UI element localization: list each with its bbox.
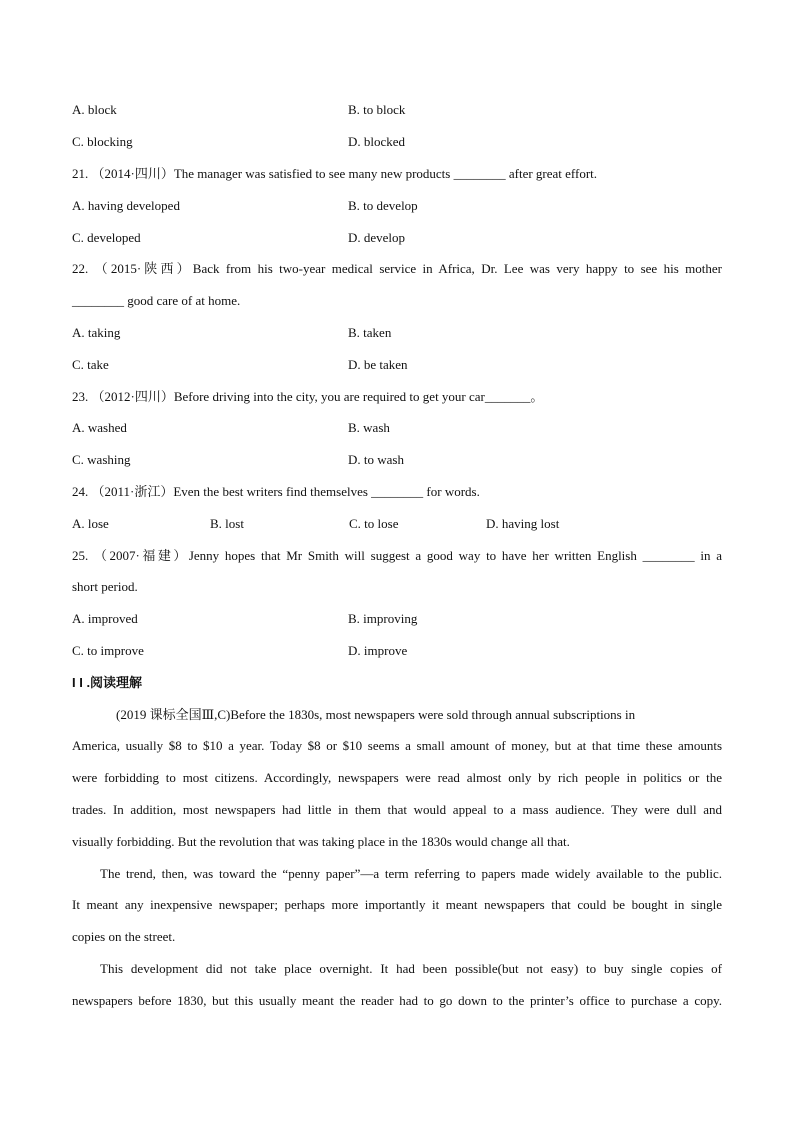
answer-option: B. lost [210,516,244,531]
question-text: short period. [72,579,138,594]
passage-line: It meant any inexpensive newspaper; perhaps more importantly it meant newspapers that could be bought in single [72,897,722,912]
answer-option: B. wash [348,420,390,435]
answer-option: C. take [72,357,109,372]
answer-option: A. lose [72,516,109,531]
answer-option: B. to block [348,102,406,117]
passage-line: This development did not take place overnight. It had been possible(but not easy) to buy single copies of [100,961,722,976]
answer-option: A. improved [72,611,138,626]
question-text: ________ good care of at home. [72,293,241,308]
question-stem: 22. （2015·陕西）Back from his two-year medical service in Africa, Dr. Lee was very happy to see his mother [72,261,722,276]
section-heading: I I .阅读理解 [72,675,143,690]
passage-line: copies on the street. [72,929,176,944]
passage-line: The trend, then, was toward the “penny paper”—a term referring to papers made widely available to the public. [100,866,722,881]
passage-line: newspapers before 1830, but this usually meant the reader had to go down to the printer’s office to purchase a copy. [72,993,722,1008]
answer-option: C. blocking [72,134,133,149]
answer-option: D. be taken [348,357,408,372]
answer-option: D. improve [348,643,408,658]
answer-option: D. to wash [348,452,404,467]
passage-line: visually forbidding. But the revolution that was taking place in the 1830s would change all that. [72,834,570,849]
answer-option: B. improving [348,611,418,626]
passage-line: were forbidding to most citizens. Accordingly, newspapers were read almost only by rich people in politics or the [72,770,722,785]
answer-option: C. to improve [72,643,144,658]
answer-option: D. blocked [348,134,406,149]
question-stem: 23. （2012·四川）Before driving into the city, you are required to get your car_______。 [72,389,544,404]
answer-option: A. having developed [72,198,180,213]
answer-option: C. washing [72,452,131,467]
answer-option: C. to lose [349,516,399,531]
answer-option: D. develop [348,230,406,245]
question-stem: 25. （2007·福建）Jenny hopes that Mr Smith will suggest a good way to have her written English ________ in a [72,548,722,563]
passage-line: trades. In addition, most newspapers had little in them that would appeal to a mass audience. They were dull and [72,802,722,817]
answer-option: B. to develop [348,198,418,213]
answer-option: A. taking [72,325,121,340]
answer-option: A. washed [72,420,127,435]
answer-option: A. block [72,102,117,117]
answer-option: C. developed [72,230,141,245]
passage-line: America, usually $8 to $10 a year. Today $8 or $10 seems a small amount of money, but at that time these amounts [72,738,722,753]
answer-option: B. taken [348,325,392,340]
question-stem: 24. （2011·浙江）Even the best writers find themselves ________ for words. [72,484,480,499]
answer-option: D. having lost [486,516,560,531]
question-stem: 21. （2014·四川）The manager was satisfied to see many new products ________ after great effort. [72,166,598,181]
passage-line: (2019 课标全国Ⅲ,C)Before the 1830s, most newspapers were sold through annual subscriptions in [116,707,636,722]
